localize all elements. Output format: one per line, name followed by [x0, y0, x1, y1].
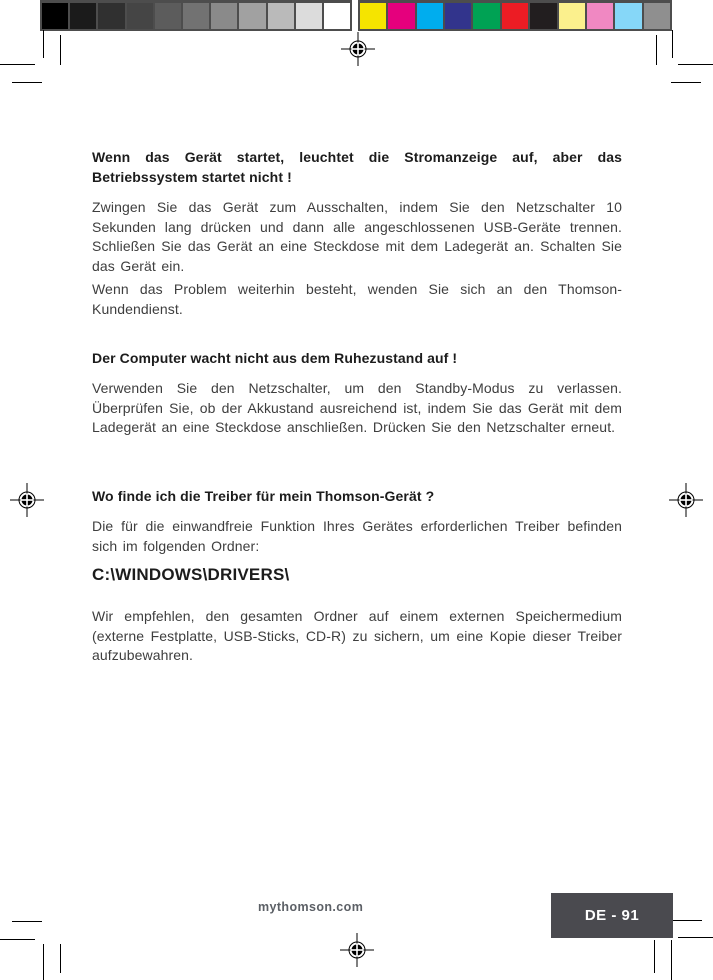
crop-mark	[678, 64, 713, 65]
color-swatch	[268, 3, 294, 29]
color-swatch	[530, 3, 556, 29]
color-swatch	[42, 3, 68, 29]
grayscale-calibration-bar	[40, 0, 352, 31]
color-swatch	[211, 3, 237, 29]
color-swatch	[388, 3, 414, 29]
crop-mark	[672, 30, 673, 58]
color-swatch	[360, 3, 386, 29]
crop-mark	[656, 35, 657, 65]
crop-mark	[654, 940, 655, 973]
color-swatch	[587, 3, 613, 29]
color-calibration-bar	[358, 0, 672, 31]
paragraph-standby-exit: Verwenden Sie den Netzschalter, um den Standby-Modus zu verlassen. Überprüfen Sie, ob der Akkustand ausreichend ist, indem Sie das Gerät mit dem Ladegerät an eine Steckdose anschließen. Drücken Sie den Netzschalter erneut.	[92, 380, 622, 435]
page-number-badge	[551, 893, 673, 938]
registration-mark-icon	[341, 32, 375, 66]
section-heading-no-wake-from-sleep: Der Computer wacht nicht aus dem Ruhezustand auf !	[92, 350, 458, 366]
color-swatch	[644, 3, 670, 29]
color-swatch	[502, 3, 528, 29]
footer-website: mythomson.com	[258, 900, 364, 914]
crop-mark	[671, 82, 701, 83]
crop-mark	[671, 940, 672, 980]
paragraph-force-shutdown: Zwingen Sie das Gerät zum Ausschalten, indem Sie den Netzschalter 10 Sekunden lang drücken und dann alle angeschlossenen USB-Geräte trennen. Schließen Sie das Gerät an eine Steckdose mit dem Ladegerät an. Schalten Sie das Gerät ein.	[92, 199, 622, 274]
color-swatch	[127, 3, 153, 29]
color-swatch	[155, 3, 181, 29]
section-heading-power-on-no-boot: Wenn das Gerät startet, leuchtet die Stromanzeige auf, aber das Betriebssystem startet nicht !	[92, 149, 622, 185]
crop-mark	[43, 30, 44, 58]
crop-mark	[12, 921, 42, 922]
color-swatch	[417, 3, 443, 29]
crop-mark	[0, 939, 35, 940]
paragraph-drivers-location: Die für die einwandfreie Funktion Ihres Gerätes erforderlichen Treiber befinden sich im folgenden Ordner:	[92, 518, 622, 554]
registration-mark-icon	[10, 483, 44, 517]
color-swatch	[183, 3, 209, 29]
color-swatch	[296, 3, 322, 29]
crop-mark	[60, 944, 61, 973]
color-swatch	[324, 3, 350, 29]
page-number-label: DE - 91	[584, 907, 640, 924]
color-swatch	[615, 3, 641, 29]
crop-mark	[678, 937, 713, 938]
crop-mark	[43, 944, 44, 980]
paragraph-contact-support: Wenn das Problem weiterhin besteht, wenden Sie sich an den Thomson-Kundendienst.	[92, 281, 622, 317]
color-swatch	[239, 3, 265, 29]
section-heading-where-are-drivers: Wo finde ich die Treiber für mein Thomson-Gerät ?	[92, 488, 435, 504]
color-swatch	[445, 3, 471, 29]
crop-mark	[60, 35, 61, 65]
crop-mark	[0, 64, 35, 65]
registration-mark-icon	[340, 933, 374, 967]
registration-mark-icon	[669, 483, 703, 517]
crop-mark	[12, 82, 42, 83]
crop-mark	[673, 920, 702, 921]
color-swatch	[70, 3, 96, 29]
color-swatch	[559, 3, 585, 29]
color-swatch	[473, 3, 499, 29]
paragraph-backup-recommendation: Wir empfehlen, den gesamten Ordner auf einem externen Speichermedium (externe Festplatte, USB-Sticks, CD-R) zu sichern, um eine Kopie dieser Treiber aufzubewahren.	[92, 608, 622, 663]
driver-folder-path: C:\WINDOWS\DRIVERS\	[92, 565, 290, 584]
color-swatch	[98, 3, 124, 29]
